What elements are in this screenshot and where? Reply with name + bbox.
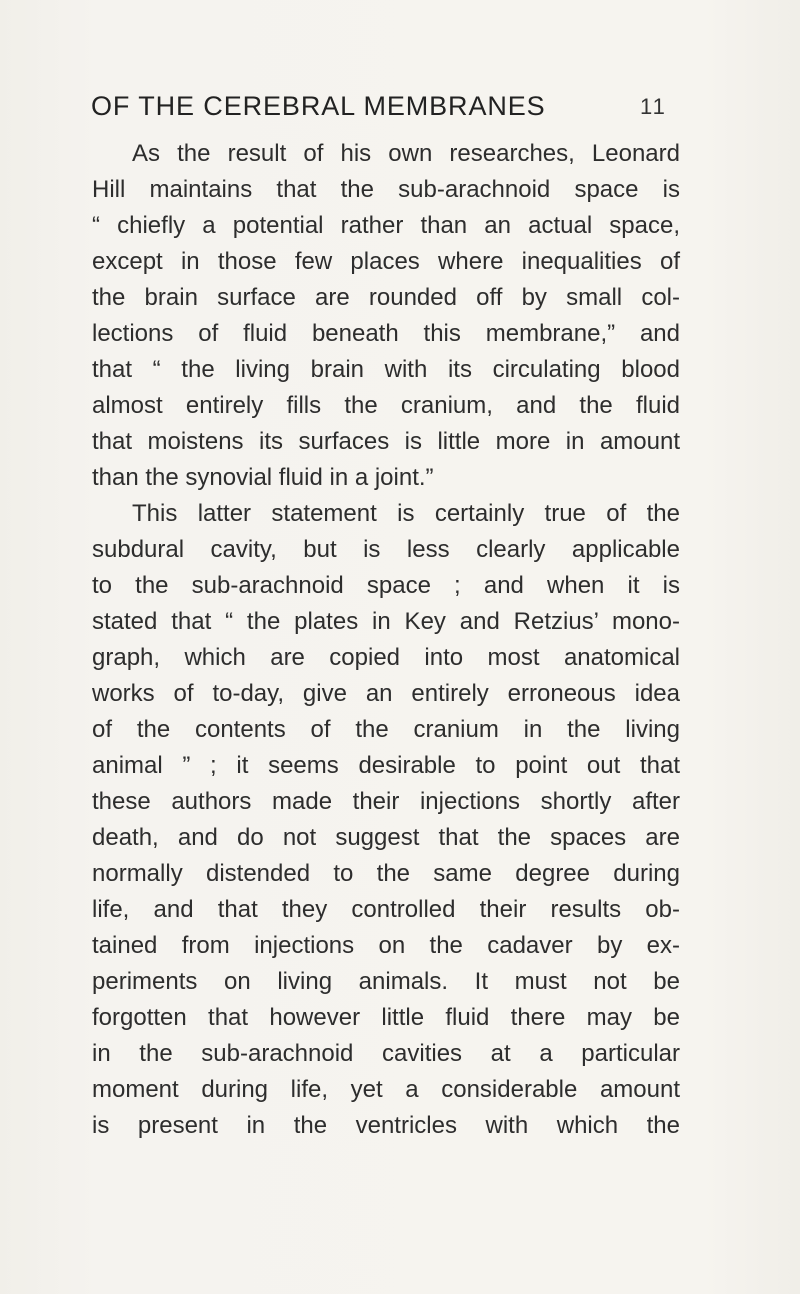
text-line: This latter statement is certainly true of the (132, 500, 680, 527)
text-line: subdural cavity, but is less clearly applicable (92, 536, 680, 563)
text-line: moment during life, yet a considerable amount (92, 1076, 680, 1103)
running-head: OF THE CEREBRAL MEMBRANES (91, 91, 546, 121)
text-line: than the synovial fluid in a joint.” (92, 464, 434, 491)
text-line: lections of fluid beneath this membrane,” and (92, 320, 680, 347)
text-line: that moistens its surfaces is little more in amount (92, 428, 680, 455)
text-line: of the contents of the cranium in the living (92, 716, 680, 743)
text-line: periments on living animals. It must not be (92, 968, 680, 995)
text-line: these authors made their injections shortly after (92, 788, 680, 815)
text-line: tained from injections on the cadaver by ex- (92, 932, 680, 959)
text-line: life, and that they controlled their results ob- (92, 896, 680, 923)
text-line: As the result of his own researches, Leonard (132, 140, 680, 167)
text-line: works of to-day, give an entirely erroneous idea (92, 680, 680, 707)
text-line: almost entirely fills the cranium, and the fluid (92, 392, 680, 419)
text-line: except in those few places where inequalities of (92, 248, 680, 275)
text-line: to the sub-arachnoid space ; and when it is (92, 572, 680, 599)
text-line: Hill maintains that the sub-arachnoid space is (92, 176, 680, 203)
text-line: is present in the ventricles with which the (92, 1112, 680, 1139)
text-line: death, and do not suggest that the spaces are (92, 824, 680, 851)
text-line: forgotten that however little fluid there may be (92, 1004, 680, 1031)
text-line: “ chiefly a potential rather than an actual space, (92, 212, 680, 239)
text-line: animal ” ; it seems desirable to point out that (92, 752, 680, 779)
text-line: stated that “ the plates in Key and Retzius’ mono- (92, 608, 680, 635)
page-number: 11 (640, 94, 667, 119)
text-line: normally distended to the same degree during (92, 860, 680, 887)
text-line: graph, which are copied into most anatomical (92, 644, 680, 671)
text-line: that “ the living brain with its circulating blood (92, 356, 680, 383)
text-line: in the sub-arachnoid cavities at a particular (92, 1040, 680, 1067)
text-line: the brain surface are rounded off by small col- (92, 284, 680, 311)
